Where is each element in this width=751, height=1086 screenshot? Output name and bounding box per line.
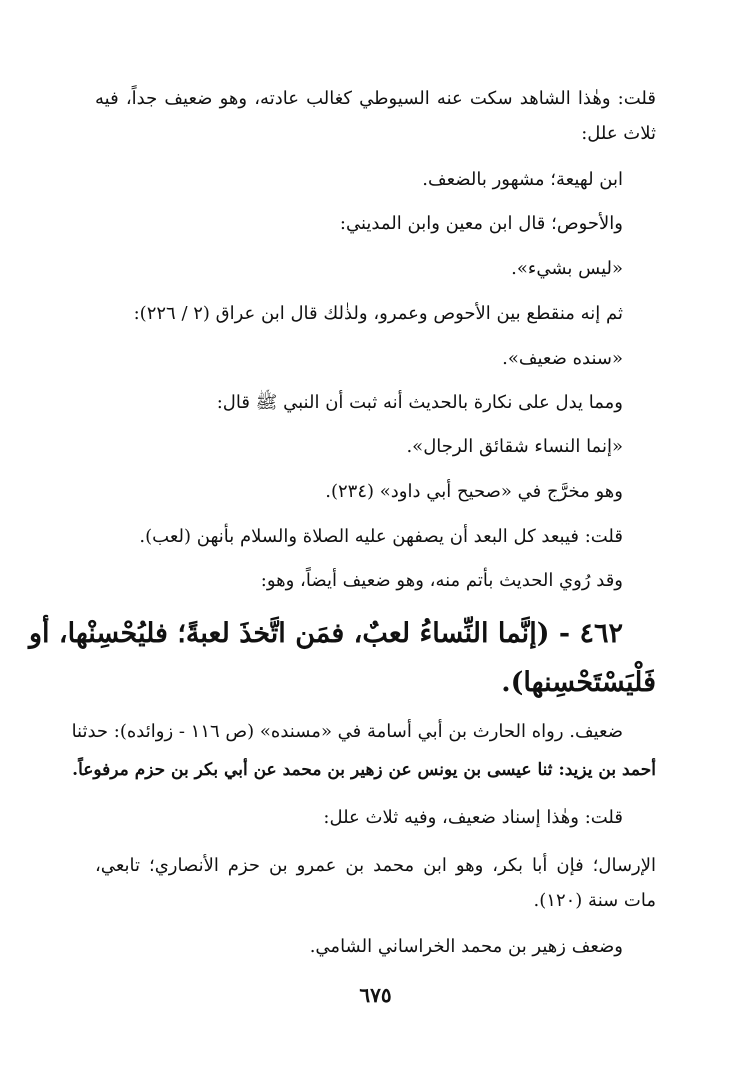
text-line: ابن لهيعة؛ مشهور بالضعف. [422,169,623,190]
text-line: وضعف زهير بن محمد الخراساني الشامي. [309,936,623,957]
text-line: مات سنة (١٢٠). [533,890,656,911]
page-number: ٦٧٥ [359,983,392,1007]
hadith-heading-line-2: فَلْيَسْتَحْسِنها). [501,667,656,698]
text-line: ومما يدل على نكارة بالحديث أنه ثبت أن النبي ﷺ قال: [216,392,623,413]
text-line: الإرسال؛ فإن أبا بكر، وهو ابن محمد بن عمرو بن حزم الأنصاري؛ تابعي، [95,855,656,876]
hadith-heading-line-1: ٤٦٢ - (إنَّما النِّساءُ لعبٌ، فمَن اتَّخذَ لعبةً؛ فليُحْسِنْها، أو [28,618,623,649]
text-line: وهو مخرَّج في «صحيح أبي داود» (٢٣٤). [325,481,623,502]
text-line: قلت: فيبعد كل البعد أن يصفهن عليه الصلاة والسلام بأنهن (لعب). [139,526,623,547]
text-line: قلت: وهٰذا إسناد ضعيف، وفيه ثلاث علل: [323,807,623,828]
text-line: ضعيف. رواه الحارث بن أبي أسامة في «مسنده» (ص ١١٦ - زوائده): حدثنا [71,721,623,742]
text-line: وقد رُوي الحديث بأتم منه، وهو ضعيف أيضاً، وهو: [260,570,623,591]
text-line: قلت: وهٰذا الشاهد سكت عنه السيوطي كغالب عادته، وهو ضعيف جداً، فيه [95,88,656,109]
text-line: والأحوص؛ قال ابن معين وابن المديني: [339,213,623,234]
text-line: «سنده ضعيف». [502,348,623,369]
text-line: «ليس بشيء». [511,258,623,279]
text-line: ثم إنه منقطع بين الأحوص وعمرو، ولذٰلك قال ابن عراق (٢ / ٢٢٦): [133,303,623,324]
text-line: أحمد بن يزيد: ثنا عيسى بن يونس عن زهير بن محمد عن أبي بكر بن حزم مرفوعاً. [72,760,656,780]
text-line: «إنما النساء شقائق الرجال». [406,436,623,457]
text-line: ثلاث علل: [581,123,656,144]
